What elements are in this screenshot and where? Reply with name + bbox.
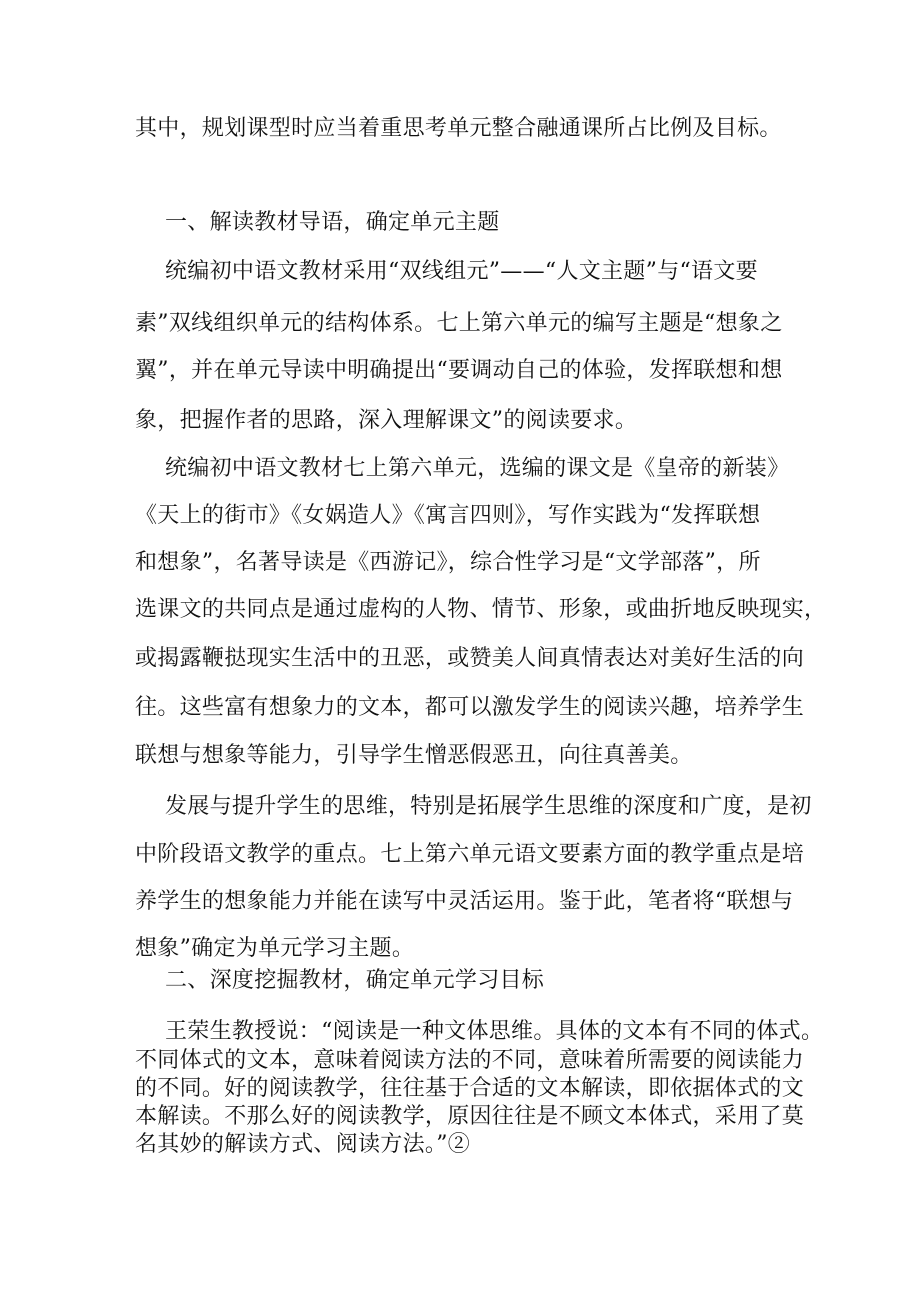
paragraph-line: 翼”，并在单元导读中明确提出“要调动自己的体验，发挥联想和想: [135, 358, 783, 383]
paragraph-line: 象，把握作者的思路，深入理解课文”的阅读要求。: [135, 408, 638, 433]
paragraph-line: 的不同。好的阅读教学，往往基于合适的文本解读，即依据体式的文: [135, 1076, 805, 1101]
paragraph-line: 统编初中语文教材七上第六单元，选编的课文是《皇帝的新装》: [165, 456, 790, 481]
paragraph-line: 本解读。不那么好的阅读教学，原因往往是不顾文本体式，采用了莫: [135, 1104, 805, 1129]
paragraph-line: 王荣生教授说：“阅读是一种文体思维。具体的文本有不同的体式。: [165, 1019, 824, 1044]
paragraph-line: 发展与提升学生的思维，特别是拓展学生思维的深度和广度，是初: [165, 794, 812, 819]
paragraph-line: 和想象”，名著导读是《西游记》，综合性学习是“文学部落”，所: [135, 550, 761, 575]
paragraph-line: 其中，规划课型时应当着重思考单元整合融通课所占比例及目标。: [135, 116, 782, 141]
paragraph-line: 中阶段语文教学的重点。七上第六单元语文要素方面的教学重点是培: [135, 842, 805, 867]
paragraph-line: 《天上的街市》《女娲造人》《寓言四则》，写作实践为“发挥联想: [135, 503, 761, 528]
paragraph-line: 素”双线组织单元的结构体系。七上第六单元的编写主题是“想象之: [135, 311, 783, 336]
paragraph-line: 想象”确定为单元学习主题。: [135, 936, 415, 961]
paragraph-line: 养学生的想象能力并能在读写中灵活运用。鉴于此，笔者将“联想与: [135, 889, 794, 914]
paragraph-line: 往。这些富有想象力的文本，都可以激发学生的阅读兴趣，培养学生: [135, 695, 805, 720]
section-heading: 一、解读教材导语，确定单元主题: [165, 210, 500, 235]
paragraph-line: 选课文的共同点是通过虚构的人物、情节、形象，或曲折地反映现实，: [135, 597, 827, 622]
paragraph-line: 统编初中语文教材采用“双线组元”——“人文主题”与“语文要: [165, 259, 758, 284]
paragraph-line: 不同体式的文本，意味着阅读方法的不同，意味着所需要的阅读能力: [135, 1048, 805, 1073]
paragraph-line: 联想与想象等能力，引导学生憎恶假恶丑，向往真善美。: [135, 743, 693, 768]
paragraph-line: 名其妙的解读方式、阅读方法。”②: [135, 1132, 471, 1157]
paragraph-line: 或揭露鞭挞现实生活中的丑恶，或赞美人间真情表达对美好生活的向: [135, 646, 805, 671]
section-heading: 二、深度挖掘教材，确定单元学习目标: [165, 968, 545, 993]
